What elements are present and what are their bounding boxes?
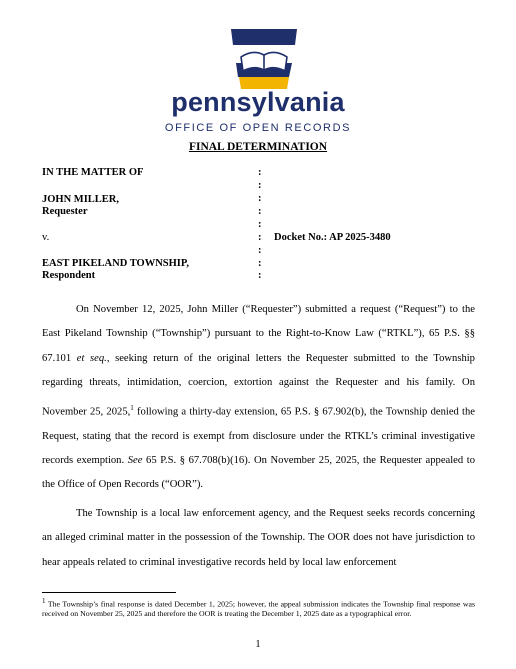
paragraph-1-text: following a thirty-day extension, 65 P.S. § 67.902(b), the Township denied the Request, stating that the record is exempt from disclosure under the RTKL’s criminal investigative records exemption. <box>42 406 475 466</box>
paragraph-1-text: On November 12, 2025, John Miller (“Requester”) submitted a request (“Request”) to the East Pikeland Township (“Township”) pursuant to the Right-to-Know Law (“RTKL”), 65 P.S. §§ 67.101 <box>42 304 475 364</box>
document-title: FINAL DETERMINATION <box>188 141 328 153</box>
caption-colon: : <box>258 180 262 191</box>
caption-colon: : <box>258 219 262 230</box>
requester-role: Requester <box>42 206 88 217</box>
brand-subtitle: OFFICE OF OPEN RECORDS <box>164 122 352 134</box>
caption-colon: : <box>258 232 262 243</box>
respondent-role: Respondent <box>42 270 96 281</box>
versus-label: v. <box>42 232 50 243</box>
caption-matter: IN THE MATTER OF <box>42 167 144 178</box>
footnote <box>42 597 475 619</box>
et-seq-citation: et seq. <box>76 352 107 364</box>
paragraph-1-text: , seeking return of the original letters the Requester submitted to the Township regarding threats, intimidation, coercion, extortion against the Requester and his family. On November 25, 2025, <box>42 352 475 418</box>
docket-number: Docket No.: AP 2025-3480 <box>274 232 391 243</box>
brand-name: pennsylvania <box>171 87 345 117</box>
page-number: 1 <box>255 639 261 650</box>
caption-colon: : <box>258 167 262 178</box>
see-signal: See <box>127 454 143 466</box>
caption-colon: : <box>258 193 262 204</box>
requester-name: JOHN MILLER, <box>42 194 120 205</box>
caption-colon: : <box>258 245 262 256</box>
keystone-book-logo <box>229 25 299 91</box>
caption-colon: : <box>258 270 262 281</box>
caption-colon: : <box>258 258 262 269</box>
footnote-marker: 1 <box>42 597 46 605</box>
paragraph-1 <box>42 298 475 498</box>
paragraph-2: The Township is a local law enforcement agency, and the Request seeks records concerning an alleged criminal matter in the possession of the Township. The OOR does not have jurisdiction to hear appeals related to criminal investigative records held by local law enforcement <box>42 507 475 568</box>
footnote-text: The Township’s final response is dated December 1, 2025; however, the appeal submission indicates the Township final response was received on November 25, 2025 and therefore the OOR is treating the December 1, 2025 date as a typographical error. <box>42 599 475 619</box>
paragraph-1-text: 65 P.S. § 67.708(b)(16). On November 25, 2025, the Requester appealed to the Office of Open Records (“OOR”). <box>42 454 475 491</box>
body-text <box>42 298 475 579</box>
footnote-ref: 1 <box>130 403 134 412</box>
footnote-divider <box>42 592 176 593</box>
caption-colon: : <box>258 206 262 217</box>
respondent-name: EAST PIKELAND TOWNSHIP, <box>42 258 189 269</box>
